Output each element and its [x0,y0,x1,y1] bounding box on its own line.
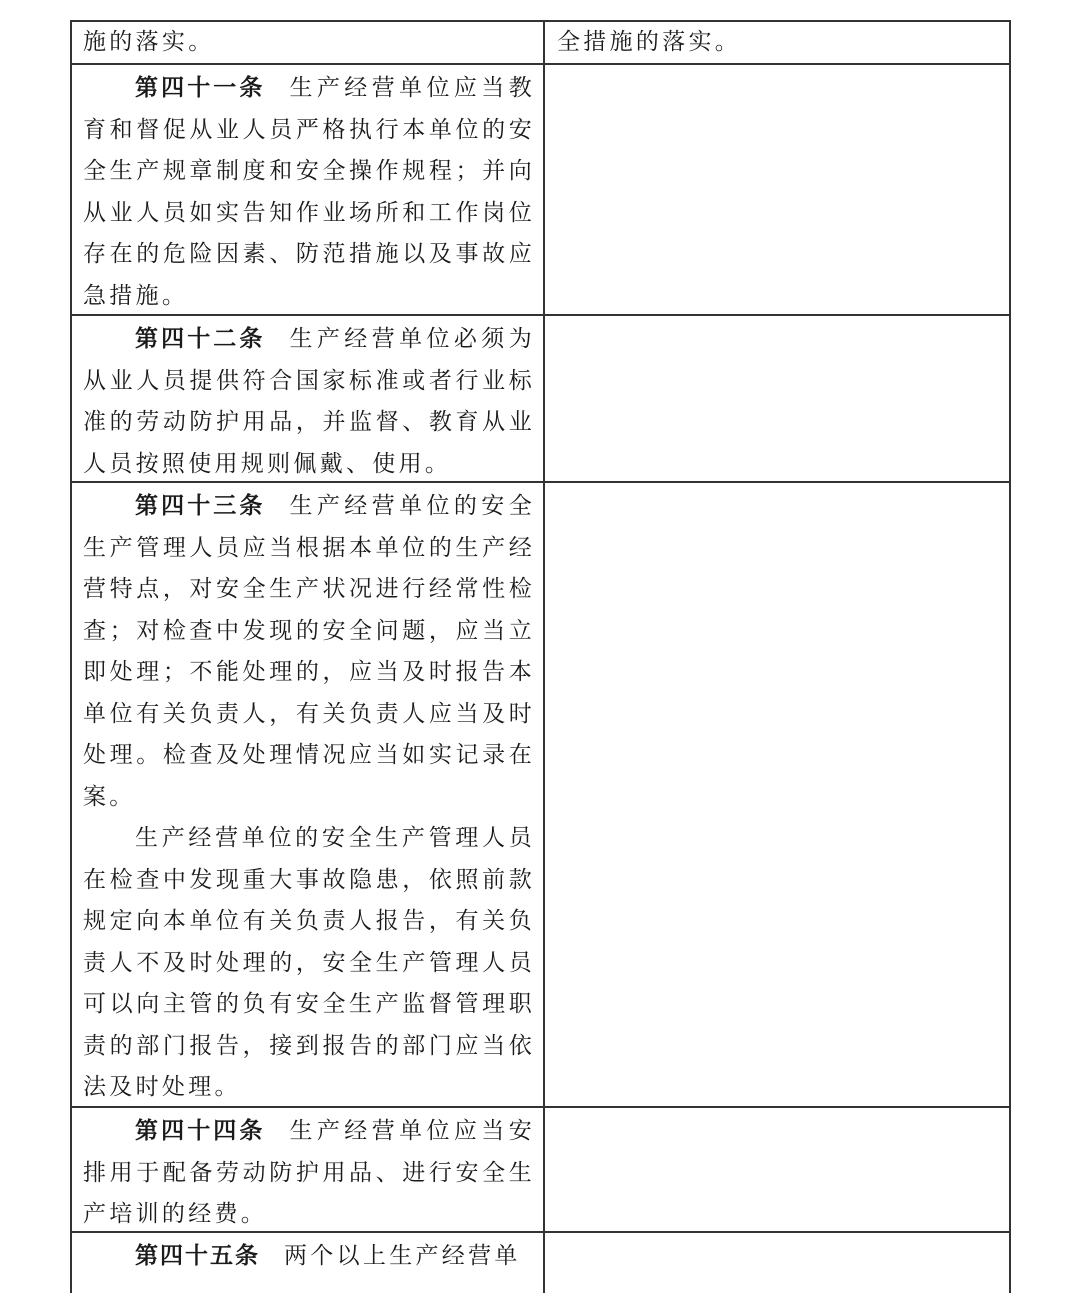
article-number: 第四十一条 [135,74,266,101]
article-paragraph [83,485,535,818]
left-cell [72,22,545,63]
table-row [72,22,1009,65]
article-paragraph [83,1110,535,1236]
article-paragraph-2: 生产经营单位的安全生产管理人员在检查中发现重大事故隐患，依照前款规定向本单位有关负责人报告，有关负责人不及时处理的，安全生产管理人员可以向主管的负有安全生产监督管理职责的部门报告，接到报告的部门应当依法及时处理。 [83,825,535,1100]
article-number: 第四十三条 [135,492,266,519]
table-row [72,483,1009,1108]
article-paragraph [83,318,535,485]
article-text: 生产经营单位的安全生产管理人员应当根据本单位的生产经营特点，对安全生产状况进行经常性检查；对检查中发现的安全问题，应当立即处理；不能处理的，应当及时报告本单位有关负责人，有关负责人应当及时处理。检查及处理情况应当如实记录在案。 [83,493,535,810]
article-paragraph [83,1235,535,1278]
left-cell [72,483,545,1106]
table-row [72,316,1009,483]
right-cell [545,316,1009,481]
table-row [72,65,1009,316]
comparison-table [70,20,1011,1293]
paragraph: 施的落实。 [83,29,215,55]
article-paragraph [83,67,535,317]
left-cell [72,1108,545,1231]
right-cell [545,1233,1009,1293]
left-cell [72,65,545,314]
article-text: 生产经营单位应当安排用于配备劳动防护用品、进行安全生产培训的经费。 [83,1118,535,1227]
right-cell [545,22,1009,63]
right-cell [545,1108,1009,1231]
table-row [72,1108,1009,1233]
paragraph: 全措施的落实。 [557,29,742,55]
table-row [72,1233,1009,1293]
right-cell [545,65,1009,314]
article-text: 两个以上生产经营单 [284,1243,521,1269]
article-number: 第四十二条 [135,325,266,352]
article-text: 生产经营单位必须为从业人员提供符合国家标准或者行业标准的劳动防护用品，并监督、教育从业人员按照使用规则佩戴、使用。 [83,326,535,477]
left-cell [72,1233,545,1293]
article-text: 生产经营单位应当教育和督促从业人员严格执行本单位的安全生产规章制度和安全操作规程；并向从业人员如实告知作业场所和工作岗位存在的危险因素、防范措施以及事故应急措施。 [83,75,535,309]
right-cell [545,483,1009,1106]
article-number: 第四十四条 [135,1117,266,1144]
article-number: 第四十五条 [135,1242,260,1269]
left-cell [72,316,545,481]
